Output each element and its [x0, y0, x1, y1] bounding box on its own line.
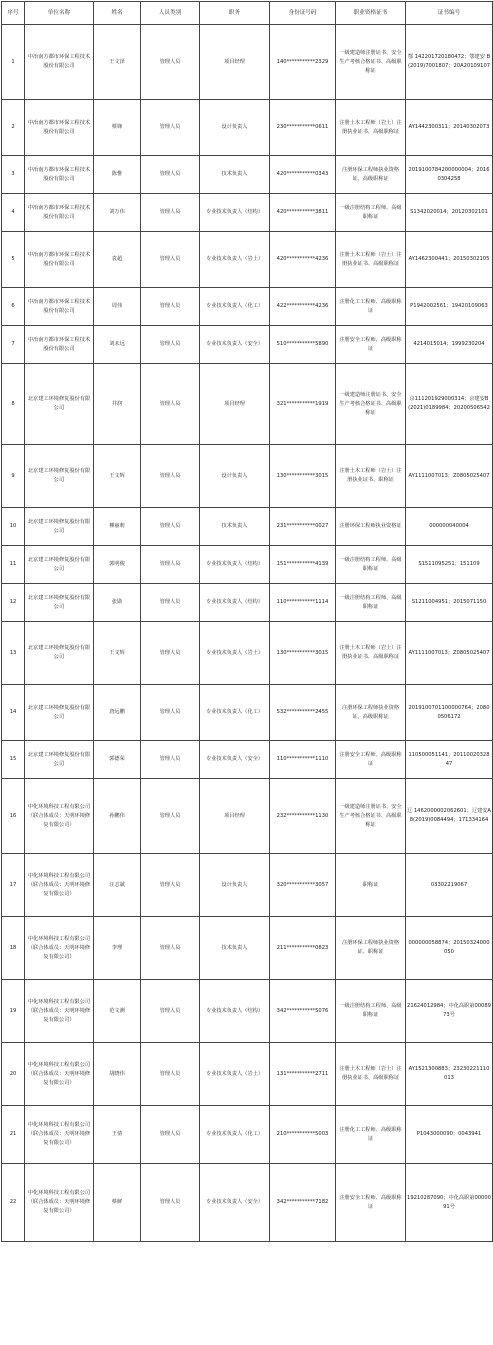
cell-cert-no: AY1111007013；Z0805025407 [406, 445, 493, 508]
cell-id: 422***********4236 [270, 288, 336, 326]
cell-category: 管理人员 [141, 622, 200, 685]
cell-position: 项目经理 [200, 779, 270, 854]
cell-no: 12 [2, 584, 25, 622]
table-row [2, 779, 493, 854]
cell-cert-no: S1211004951；2015071150 [406, 584, 493, 622]
cell-category: 管理人员 [141, 508, 200, 546]
table-row [2, 980, 493, 1043]
cell-id: 420***********3811 [270, 194, 336, 232]
cell-cert-no: AY1442300311；20140302073 [406, 100, 493, 156]
cell-position: 技术负责人 [200, 156, 270, 194]
cell-unit: 北京建工环境修复股份有限公司 [25, 584, 94, 622]
cell-category: 管理人员 [141, 288, 200, 326]
cell-id: 532***********2455 [270, 685, 336, 741]
cell-name: 刘未远 [94, 326, 141, 364]
cell-no: 11 [2, 546, 25, 584]
cell-category: 管理人员 [141, 25, 200, 100]
table-row [2, 445, 493, 508]
table-row [2, 100, 493, 156]
cell-position: 技术负责人 [200, 508, 270, 546]
cell-cert: 注册环保工程师执业资格证、职称证 [336, 917, 406, 980]
cell-name: 郭德荣 [94, 741, 141, 779]
cell-cert: 注册土木工程师（岩土）注册执业证书、职称证 [336, 445, 406, 508]
table-row [2, 685, 493, 741]
col-header-id: 身份证号码 [270, 2, 336, 25]
cell-id: 420***********0343 [270, 156, 336, 194]
cell-name: 王文辉 [94, 445, 141, 508]
cell-category: 管理人员 [141, 779, 200, 854]
cell-id: 140***********2329 [270, 25, 336, 100]
cell-name: 王文辉 [94, 622, 141, 685]
table-row [2, 622, 493, 685]
cell-cert-no: AY1111007013；Z0805025407 [406, 622, 493, 685]
cell-position: 专业技术负责人（化工） [200, 1106, 270, 1164]
cell-unit: 中冶南方都市环保工程技术股份有限公司 [25, 288, 94, 326]
cell-position: 专业技术负责人（结构） [200, 980, 270, 1043]
cell-cert-no: 19210287090；中化高职第0000091号 [406, 1164, 493, 1242]
cell-cert-no: S1511095251；151109 [406, 546, 493, 584]
cell-category: 管理人员 [141, 232, 200, 288]
cell-cert-no: 110500051141；2011002032847 [406, 741, 493, 779]
cell-cert: 注册环保工程师执业资格证 [336, 508, 406, 546]
cell-cert-no: 000000058874；20150324000050 [406, 917, 493, 980]
cell-no: 15 [2, 741, 25, 779]
cell-name: 孙鹏伟 [94, 779, 141, 854]
cell-id: 342***********7182 [270, 1164, 336, 1242]
cell-no: 18 [2, 917, 25, 980]
cell-name: 蔡锋 [94, 100, 141, 156]
cell-unit: 中化环境科技工程有限公司（联合体成员：天明环境修复有限公司） [25, 917, 94, 980]
cell-unit: 北京建工环境修复股份有限公司 [25, 364, 94, 445]
cell-cert: 一级注册结构工程师、高级职称证 [336, 194, 406, 232]
cell-no: 19 [2, 980, 25, 1043]
cell-unit: 中化环境科技工程有限公司（联合体成员：天明环境修复有限公司） [25, 1106, 94, 1164]
cell-no: 14 [2, 685, 25, 741]
cell-no: 6 [2, 288, 25, 326]
col-header-cert: 职业资格证书 [336, 2, 406, 25]
col-header-category: 人员类别 [141, 2, 200, 25]
cell-position: 专业技术负责人（化工） [200, 685, 270, 741]
cell-cert-no: 21624012984；中化高职第0008973号 [406, 980, 493, 1043]
cell-category: 管理人员 [141, 445, 200, 508]
cell-cert: 注册土木工程师（岩土）注册执业证书、高级职称证 [336, 622, 406, 685]
cell-id: 420***********4236 [270, 232, 336, 288]
cell-unit: 北京建工环境修复股份有限公司 [25, 546, 94, 584]
col-header-cert-no: 证书编号 [406, 2, 493, 25]
cell-category: 管理人员 [141, 980, 200, 1043]
cell-cert-no: P1942002561；19420109063 [406, 288, 493, 326]
cell-cert: 注册土木工程师（岩土）注册执业证书、高级职称证 [336, 232, 406, 288]
cell-cert: 一级建造师注册证书、安全生产考核合格证书、高级职称证 [336, 364, 406, 445]
cell-no: 16 [2, 779, 25, 854]
cell-cert-no: P1043000090；0043941 [406, 1106, 493, 1164]
cell-no: 2 [2, 100, 25, 156]
cell-category: 管理人员 [141, 685, 200, 741]
cell-id: 210***********5003 [270, 1106, 336, 1164]
cell-name: 张勋 [94, 584, 141, 622]
cell-position: 专业技术负责人（岩土） [200, 232, 270, 288]
cell-cert-no: 2019100701100000764；20800506172 [406, 685, 493, 741]
cell-name: 胡晓伟 [94, 1043, 141, 1106]
cell-category: 管理人员 [141, 100, 200, 156]
cell-cert-no: 4214015014；1999230204 [406, 326, 493, 364]
cell-unit: 北京建工环境修复股份有限公司 [25, 622, 94, 685]
cell-cert: 注册安全工程师、高级职称证 [336, 741, 406, 779]
cell-cert-no: AY1462300441；20150302105 [406, 232, 493, 288]
cell-unit: 中化环境科技工程有限公司（联合体成员：天明环境修复有限公司） [25, 1043, 94, 1106]
cell-category: 管理人员 [141, 917, 200, 980]
cell-position: 设计负责人 [200, 854, 270, 917]
cell-cert: 注册化工工程师、高级职称证 [336, 288, 406, 326]
cell-no: 1 [2, 25, 25, 100]
cell-id: 510***********5890 [270, 326, 336, 364]
cell-position: 技术负责人 [200, 917, 270, 980]
cell-name: 李理 [94, 917, 141, 980]
cell-id: 110***********1110 [270, 741, 336, 779]
table-row [2, 1043, 493, 1106]
col-header-name: 姓名 [94, 2, 141, 25]
cell-no: 13 [2, 622, 25, 685]
cell-category: 管理人员 [141, 326, 200, 364]
cell-category: 管理人员 [141, 1043, 200, 1106]
cell-unit: 中冶南方都市环保工程技术股份有限公司 [25, 232, 94, 288]
table-row [2, 1106, 493, 1164]
cell-cert-no: 000000040004 [406, 508, 493, 546]
table-row [2, 854, 493, 917]
cell-id: 321***********1919 [270, 364, 336, 445]
cell-no: 9 [2, 445, 25, 508]
cell-cert-no: 辽 1462000002062601；辽建安A8(2019)0084494；171334164 [406, 779, 493, 854]
cell-unit: 中冶南方都市环保工程技术股份有限公司 [25, 326, 94, 364]
cell-unit: 中冶南方都市环保工程技术股份有限公司 [25, 194, 94, 232]
cell-name: 唐远鹏 [94, 685, 141, 741]
cell-unit: 北京建工环境修复股份有限公司 [25, 445, 94, 508]
cell-unit: 中冶南方都市环保工程技术股份有限公司 [25, 156, 94, 194]
cell-unit: 中化环境科技工程有限公司（联合体成员：天明环境修复有限公司） [25, 980, 94, 1043]
cell-cert: 注册安全工程师、高级职称证 [336, 326, 406, 364]
table-row [2, 156, 493, 194]
cell-cert-no: 京111201929000314；京建安B(2021)0189984；20200506542 [406, 364, 493, 445]
cell-cert: 注册土木工程师（岩土）注册执业证书、高级职称证 [336, 1043, 406, 1106]
cell-category: 管理人员 [141, 584, 200, 622]
header-row [2, 2, 493, 25]
cell-no: 3 [2, 156, 25, 194]
cell-unit: 中冶南方都市环保工程技术股份有限公司 [25, 100, 94, 156]
cell-cert: 一级建造师注册证书、安全生产考核合格证书、高级职称证 [336, 25, 406, 100]
cell-cert: 一级建造师注册证书、安全生产考核合格证书、高级职称证 [336, 779, 406, 854]
cell-name: 陈惟 [94, 156, 141, 194]
cell-cert-no: 2019100784200000004；20160304258 [406, 156, 493, 194]
cell-cert: 注册环保工程师执业资格证、高级职称证 [336, 685, 406, 741]
cell-category: 管理人员 [141, 1106, 200, 1164]
cell-no: 21 [2, 1106, 25, 1164]
cell-no: 5 [2, 232, 25, 288]
table-row [2, 546, 493, 584]
cell-name: 柳丽莉 [94, 508, 141, 546]
cell-id: 232***********1130 [270, 779, 336, 854]
cell-cert: 注册环保工程师执业资格证、高级职称证 [336, 156, 406, 194]
col-header-position: 职务 [200, 2, 270, 25]
table-row [2, 917, 493, 980]
personnel-table [1, 1, 493, 1242]
cell-position: 设计负责人 [200, 100, 270, 156]
cell-id: 130***********3015 [270, 622, 336, 685]
cell-position: 专业技术负责人（岩土） [200, 1043, 270, 1106]
cell-position: 项目经理 [200, 25, 270, 100]
cell-no: 17 [2, 854, 25, 917]
cell-no: 7 [2, 326, 25, 364]
cell-no: 20 [2, 1043, 25, 1106]
cell-name: 汪志斌 [94, 854, 141, 917]
cell-id: 342***********5076 [270, 980, 336, 1043]
cell-position: 专业技术负责人（结构） [200, 546, 270, 584]
table-row [2, 584, 493, 622]
cell-no: 10 [2, 508, 25, 546]
cell-position: 项目经理 [200, 364, 270, 445]
cell-id: 130***********3015 [270, 445, 336, 508]
table-row [2, 288, 493, 326]
col-header-unit: 单位名称 [25, 2, 94, 25]
cell-no: 22 [2, 1164, 25, 1242]
cell-cert: 一级注册结构工程师、高级职称证 [336, 980, 406, 1043]
cell-position: 专业技术负责人（结构） [200, 584, 270, 622]
table-row [2, 326, 493, 364]
table-row [2, 741, 493, 779]
cell-cert: 注册安全工程师、高级职称证 [336, 1164, 406, 1242]
cell-cert: 一级注册结构工程师、高级职称证 [336, 584, 406, 622]
table-row [2, 364, 493, 445]
cell-category: 管理人员 [141, 1164, 200, 1242]
cell-position: 专业技术负责人（安全） [200, 741, 270, 779]
cell-category: 管理人员 [141, 156, 200, 194]
cell-name: 王倩 [94, 1106, 141, 1164]
cell-category: 管理人员 [141, 364, 200, 445]
cell-id: 131***********2711 [270, 1043, 336, 1106]
cell-no: 4 [2, 194, 25, 232]
cell-position: 专业技术负责人（化工） [200, 288, 270, 326]
cell-cert: 一级注册结构工程师、高级职称证 [336, 546, 406, 584]
cell-id: 211***********0823 [270, 917, 336, 980]
cell-unit: 中化环境科技工程有限公司（联合体成员：天明环境修复有限公司） [25, 1164, 94, 1242]
cell-category: 管理人员 [141, 854, 200, 917]
cell-unit: 北京建工环境修复股份有限公司 [25, 741, 94, 779]
cell-position: 专业技术负责人（安全） [200, 326, 270, 364]
cell-name: 袁超 [94, 232, 141, 288]
cell-cert-no: S1342020014；20120302101 [406, 194, 493, 232]
cell-id: 320***********3057 [270, 854, 336, 917]
cell-id: 231***********0027 [270, 508, 336, 546]
cell-category: 管理人员 [141, 546, 200, 584]
cell-cert-no: 鄂 142201720180472；鄂建安 B(2019)7001807；20A20109107 [406, 25, 493, 100]
cell-unit: 北京建工环境修复股份有限公司 [25, 508, 94, 546]
cell-name: 井润 [94, 364, 141, 445]
cell-unit: 北京建工环境修复股份有限公司 [25, 685, 94, 741]
cell-no: 8 [2, 364, 25, 445]
cell-unit: 中化环境科技工程有限公司（联合体成员：天明环境修复有限公司） [25, 779, 94, 854]
cell-name: 王文泽 [94, 25, 141, 100]
cell-id: 110***********1114 [270, 584, 336, 622]
cell-cert-no: AY1521300883；23230221110013 [406, 1043, 493, 1106]
cell-id: 151***********4139 [270, 546, 336, 584]
cell-position: 设计负责人 [200, 445, 270, 508]
cell-name: 范文测 [94, 980, 141, 1043]
table-row [2, 1164, 493, 1242]
cell-cert: 注册化工工程师、高级职称证 [336, 1106, 406, 1164]
col-header-no: 序号 [2, 2, 25, 25]
cell-name: 蔡鲜 [94, 1164, 141, 1242]
cell-cert-no: 03302219067 [406, 854, 493, 917]
cell-name: 郭明俊 [94, 546, 141, 584]
cell-name: 周伟 [94, 288, 141, 326]
cell-cert: 职称证 [336, 854, 406, 917]
cell-cert: 注册土木工程师（岩土）注册执业证书、高级职称证 [336, 100, 406, 156]
cell-position: 专业技术负责人（岩土） [200, 622, 270, 685]
cell-category: 管理人员 [141, 194, 200, 232]
cell-position: 专业技术负责人（安全） [200, 1164, 270, 1242]
cell-category: 管理人员 [141, 741, 200, 779]
cell-unit: 中冶南方都市环保工程技术股份有限公司 [25, 25, 94, 100]
table-row [2, 194, 493, 232]
cell-unit: 中化环境科技工程有限公司（联合体成员：天明环境修复有限公司） [25, 854, 94, 917]
table-row [2, 25, 493, 100]
cell-id: 230***********0611 [270, 100, 336, 156]
cell-position: 专业技术负责人（结构） [200, 194, 270, 232]
table-row [2, 232, 493, 288]
cell-name: 刘万伟 [94, 194, 141, 232]
table-row [2, 508, 493, 546]
